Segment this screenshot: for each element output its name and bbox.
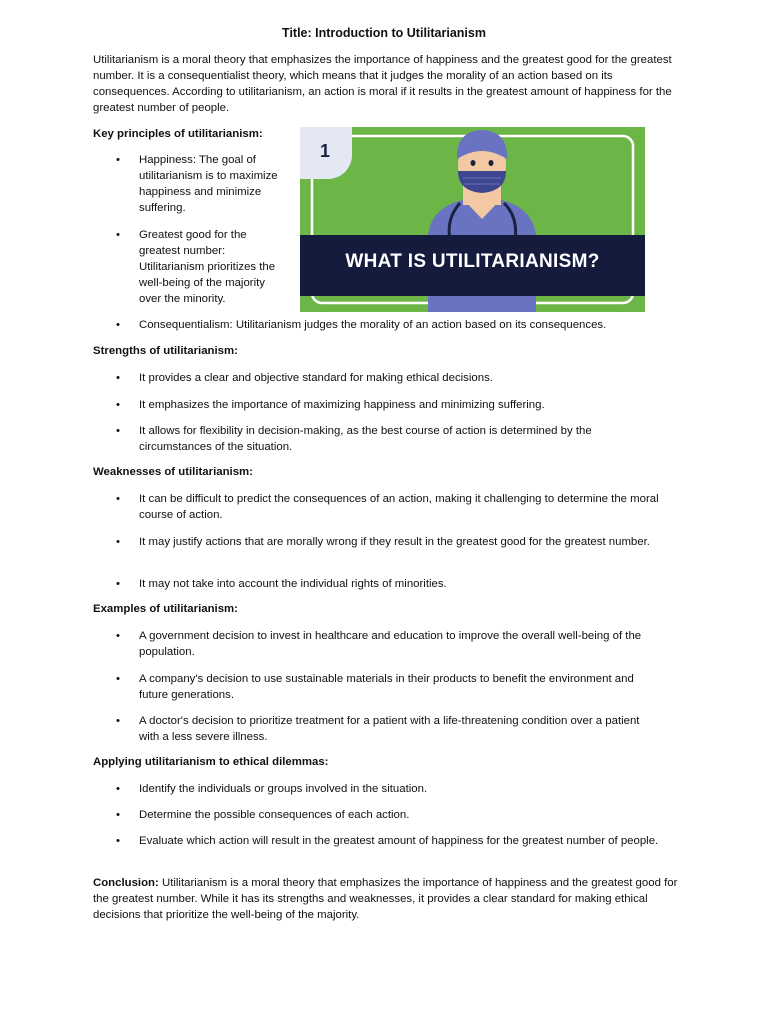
list-item-text: A doctor's decision to prioritize treatment for a patient with a life-threatening condition over a patient with a less severe illness.: [139, 715, 640, 743]
bullet-icon: •: [116, 715, 120, 727]
conclusion-paragraph: [93, 875, 678, 923]
weaknesses-heading: Weaknesses of utilitarianism:: [93, 466, 253, 478]
principles-heading: Key principles of utilitarianism:: [93, 128, 263, 140]
conclusion-text: Utilitarianism is a moral theory that emphasizes the importance of happiness and the greatest good for the greatest number. While it has its strengths and weaknesses, it provides a clear standard for making ethical decisions that prioritize the well-being of the majority.: [93, 877, 678, 921]
list-item-text: It may justify actions that are morally wrong if they result in the greatest good for the greatest number.: [139, 536, 650, 548]
list-item-text: Evaluate which action will result in the greatest amount of happiness for the greatest number of people.: [139, 835, 659, 847]
bullet-icon: •: [116, 229, 120, 241]
bullet-icon: •: [116, 399, 120, 411]
bullet-icon: •: [116, 809, 120, 821]
list-item-text: Greatest good for the greatest number: Utilitarianism prioritizes the well-being of the majority over the minority.: [139, 229, 276, 305]
list-item-text: It allows for flexibility in decision-making, as the best course of action is determined by the circumstances of the situation.: [139, 425, 592, 453]
utilitarianism-illustration: [300, 127, 645, 312]
doctor-illustration: [300, 127, 645, 312]
list-item-text: It can be difficult to predict the consequences of an action, making it challenging to determine the moral course of action.: [139, 493, 659, 521]
document-title: Title: Introduction to Utilitarianism: [282, 26, 486, 40]
bullet-icon: •: [116, 630, 120, 642]
list-item-text: A company's decision to use sustainable materials in their products to benefit the environment and future generations.: [139, 673, 634, 701]
bullet-icon: •: [116, 425, 120, 437]
examples-heading: Examples of utilitarianism:: [93, 603, 238, 615]
bullet-icon: •: [116, 578, 120, 590]
list-item-text: It provides a clear and objective standard for making ethical decisions.: [139, 372, 493, 384]
list-item-text: Identify the individuals or groups involved in the situation.: [139, 783, 428, 795]
bullet-icon: •: [116, 154, 120, 166]
bullet-icon: •: [116, 835, 120, 847]
list-item-text: A government decision to invest in healthcare and education to improve the overall well-being of the population.: [139, 630, 642, 658]
applying-heading: Applying utilitarianism to ethical dilemmas:: [93, 756, 329, 768]
bullet-icon: •: [116, 372, 120, 384]
section-number: 1: [320, 141, 331, 161]
bullet-icon: •: [116, 673, 120, 685]
list-item-text: It may not take into account the individual rights of minorities.: [139, 578, 447, 590]
list-item-text: Happiness: The goal of utilitarianism is to maximize happiness and minimize suffering.: [139, 154, 278, 214]
intro-paragraph: Utilitarianism is a moral theory that emphasizes the importance of happiness and the greatest good for the greatest number. It is a consequentialist theory, which means that it judges the morality of an action based on its consequences. According to utilitarianism, an action is moral if it results in the greatest amount of happiness for the greatest number of people.: [93, 54, 672, 114]
bullet-icon: •: [116, 493, 120, 505]
list-item-text: It emphasizes the importance of maximizing happiness and minimizing suffering.: [139, 399, 545, 411]
conclusion-label: Conclusion:: [93, 877, 159, 889]
list-item-text: Determine the possible consequences of each action.: [139, 809, 410, 821]
illustration-caption: WHAT IS UTILITARIANISM?: [345, 251, 600, 272]
bullet-icon: •: [116, 536, 120, 548]
bullet-icon: •: [116, 319, 120, 331]
list-item-text: Consequentialism: Utilitarianism judges the morality of an action based on its consequences.: [139, 319, 607, 331]
bullet-icon: •: [116, 783, 120, 795]
strengths-heading: Strengths of utilitarianism:: [93, 345, 238, 357]
